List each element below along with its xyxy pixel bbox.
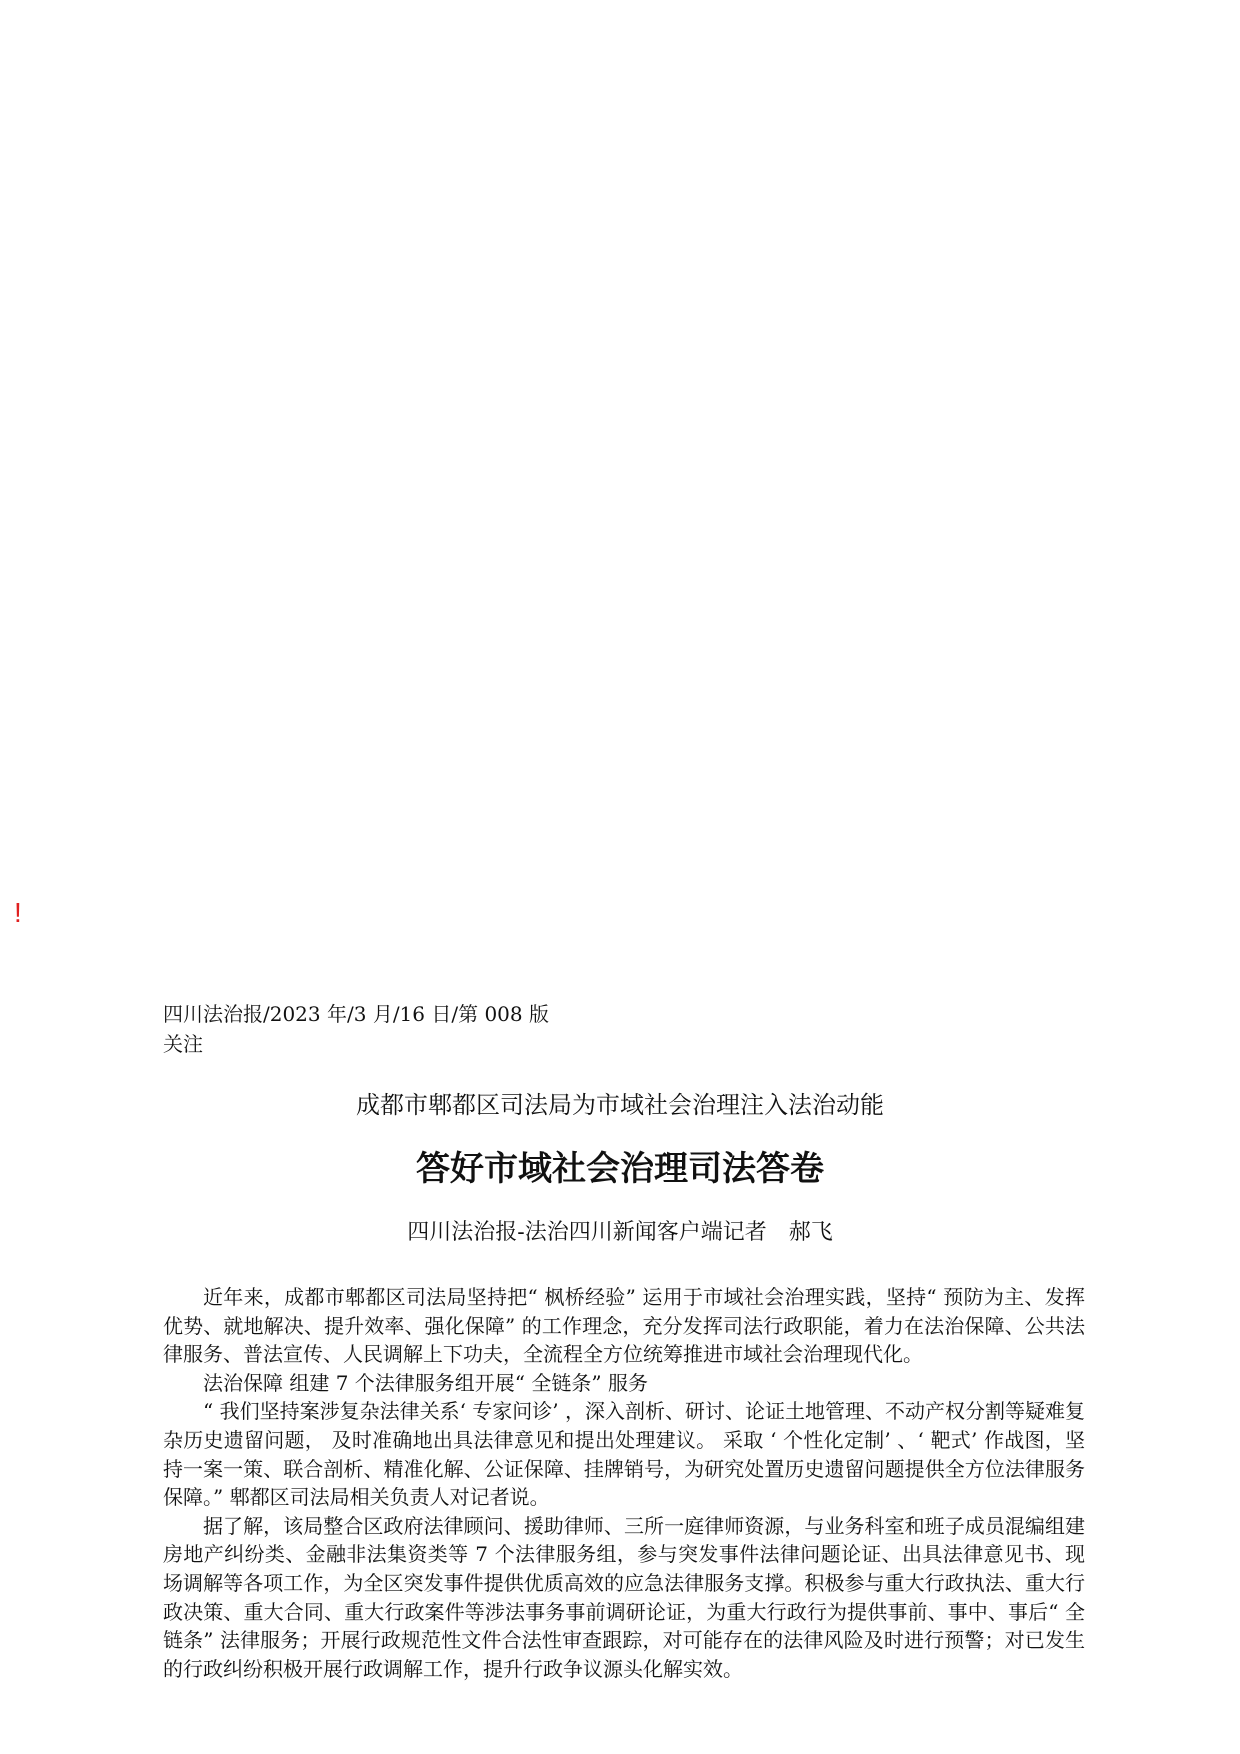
article-body — [163, 1283, 1085, 1683]
paragraph-intro: 近年来，成都市郫都区司法局坚持把“ 枫桥经验” 运用于市域社会治理实践，坚持“ 预防为主、发挥优势、就地解决、提升效率、强化保障” 的工作理念，充分发挥司法行政职能，着力在法治保障、公共法律服务、普法宣传、人民调解上下功夫，全流程全方位统筹推进市域社会治理现代化。 — [163, 1285, 1085, 1367]
article-subtitle: 成都市郫都区司法局为市域社会治理注入法治动能 — [356, 1091, 884, 1119]
article-byline: 四川法治报-法治四川新闻客户端记者 郝飞 — [407, 1220, 833, 1245]
article-title: 答好市域社会治理司法答卷 — [416, 1149, 824, 1189]
paragraph-details: 据了解，该局整合区政府法律顾问、援助律师、三所一庭律师资源，与业务科室和班子成员混编组建房地产纠纷类、金融非法集资类等 7 个法律服务组，参与突发事件法律问题论证、出具法律意见书、现场调解等各项工作，为全区突发事件提供优质高效的应急法律服务支撑。积极参与重大行政执法、重大行政决策、重大合同、重大行政案件等涉法事务事前调研论证，为重大行政行为提供事前、事中、事后“ 全链条” 法律服务；开展行政规范性文件合法性审查跟踪，对可能存在的法律风险及时进行预警；对已发生的行政纠纷积极开展行政调解工作，提升行政争议源头化解实效。 — [163, 1513, 1085, 1681]
section-heading: 法治保障 组建 7 个法律服务组开展“ 全链条” 服务 — [203, 1370, 648, 1395]
paragraph-quote: “ 我们坚持案涉复杂法律关系‘ 专家问诊’ ，深入剖析、研讨、论证土地管理、不动产权分割等疑难复杂历史遗留问题， 及时准确地出具法律意见和提出处理建议。 采取 ‘ 个性化定制’ 、‘ 靶式’ 作战图，坚持一案一策、联合剖析、精准化解、公证保障、挂牌销号，为研究处置历史遗留问题提供全方位法律服务保障。” 郫都区司法局相关负责人对记者说。 — [163, 1399, 1086, 1510]
red-exclamation-mark: ! — [14, 897, 22, 928]
source-line: 四川法治报/2023 年/3 月/16 日/第 008 版关注 — [163, 1002, 549, 1056]
